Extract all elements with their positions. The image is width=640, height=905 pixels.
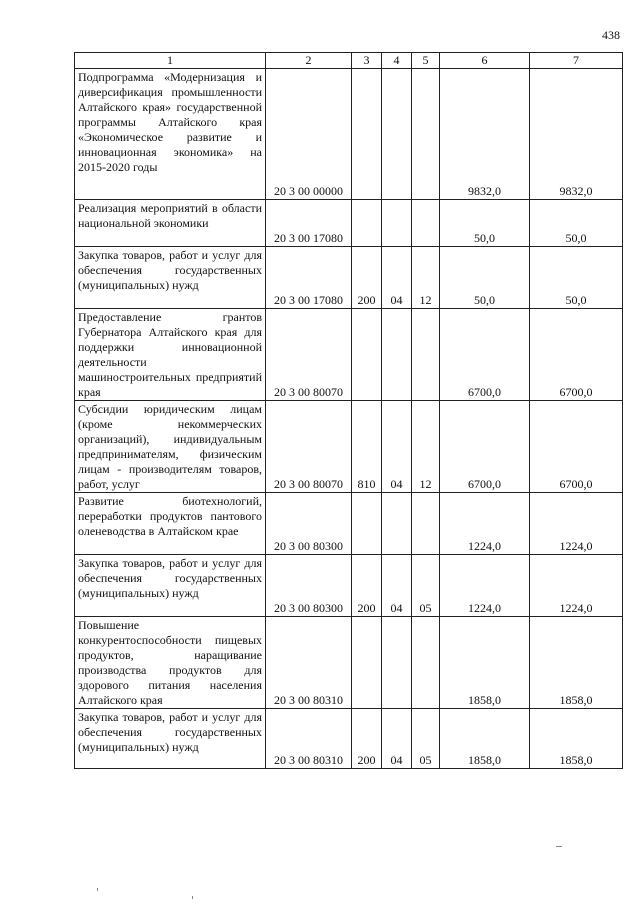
scan-speck xyxy=(97,888,98,891)
column-header: 1 xyxy=(75,53,266,69)
row-col5 xyxy=(412,617,440,709)
row-col3 xyxy=(352,200,382,247)
row-name: Развитие биотехнологий, переработки продуктов пантового оленеводства в Алтайском крае xyxy=(75,493,266,555)
row-col6: 1858,0 xyxy=(440,709,530,769)
table-row xyxy=(75,709,623,769)
row-col6: 1858,0 xyxy=(440,617,530,709)
row-code: 20 3 00 80070 xyxy=(266,401,352,493)
row-code: 20 3 00 80310 xyxy=(266,617,352,709)
row-col7: 9832,0 xyxy=(530,69,623,200)
row-name: Предоставление грантов Губернатора Алтайского края для поддержки инновационной деятельности машиностроительных предприятий края xyxy=(75,309,266,401)
row-col6: 6700,0 xyxy=(440,401,530,493)
row-col6: 6700,0 xyxy=(440,309,530,401)
row-col5 xyxy=(412,200,440,247)
row-col4: 04 xyxy=(382,709,412,769)
row-col7: 1858,0 xyxy=(530,617,623,709)
row-code: 20 3 00 80070 xyxy=(266,309,352,401)
row-col3: 200 xyxy=(352,709,382,769)
row-name: Реализация мероприятий в области национальной экономики xyxy=(75,200,266,247)
row-name: Повышение конкурентоспособности пищевых продуктов, наращивание производства продуктов для здорового питания населения Алтайского края xyxy=(75,617,266,709)
scan-speck xyxy=(556,846,562,847)
row-code: 20 3 00 80300 xyxy=(266,493,352,555)
row-col3: 810 xyxy=(352,401,382,493)
table-row xyxy=(75,401,623,493)
row-col6: 1224,0 xyxy=(440,555,530,617)
row-col6: 50,0 xyxy=(440,200,530,247)
row-col3 xyxy=(352,493,382,555)
row-col7: 1224,0 xyxy=(530,493,623,555)
row-name: Субсидии юридическим лицам (кроме некоммерческих организаций), индивидуальным предпринимателям, физическим лицам - производителям товаров, работ, услуг xyxy=(75,401,266,493)
column-header: 3 xyxy=(352,53,382,69)
table-row xyxy=(75,493,623,555)
row-col4 xyxy=(382,309,412,401)
row-col3 xyxy=(352,309,382,401)
row-col4 xyxy=(382,200,412,247)
row-col5: 05 xyxy=(412,709,440,769)
row-col4 xyxy=(382,617,412,709)
scan-speck xyxy=(192,896,193,899)
row-col4: 04 xyxy=(382,247,412,309)
row-code: 20 3 00 80310 xyxy=(266,709,352,769)
table-row xyxy=(75,309,623,401)
row-col4 xyxy=(382,69,412,200)
row-col5 xyxy=(412,309,440,401)
row-col7: 1224,0 xyxy=(530,555,623,617)
row-col7: 6700,0 xyxy=(530,401,623,493)
page-number: 438 xyxy=(602,28,620,42)
row-name: Подпрограмма «Модернизация и диверсификация промышленности Алтайского края» государственной программы Алтайского края «Экономическое развитие и инновационная экономика» на 2015-2020 годы xyxy=(75,69,266,200)
table-row xyxy=(75,200,623,247)
row-col3: 200 xyxy=(352,555,382,617)
row-col4: 04 xyxy=(382,401,412,493)
row-name: Закупка товаров, работ и услуг для обеспечения государственных (муниципальных) нужд xyxy=(75,247,266,309)
row-col5: 12 xyxy=(412,247,440,309)
row-col3 xyxy=(352,69,382,200)
row-col5: 12 xyxy=(412,401,440,493)
column-header: 2 xyxy=(266,53,352,69)
row-col6: 50,0 xyxy=(440,247,530,309)
row-col5: 05 xyxy=(412,555,440,617)
row-col7: 1858,0 xyxy=(530,709,623,769)
table-row xyxy=(75,69,623,200)
budget-table xyxy=(74,52,623,769)
column-header: 5 xyxy=(412,53,440,69)
row-col7: 50,0 xyxy=(530,200,623,247)
row-col4: 04 xyxy=(382,555,412,617)
table-row xyxy=(75,617,623,709)
row-code: 20 3 00 17080 xyxy=(266,247,352,309)
row-col3: 200 xyxy=(352,247,382,309)
column-header: 7 xyxy=(530,53,623,69)
row-code: 20 3 00 80300 xyxy=(266,555,352,617)
row-col6: 9832,0 xyxy=(440,69,530,200)
row-col5 xyxy=(412,69,440,200)
column-header: 6 xyxy=(440,53,530,69)
table-header-row xyxy=(75,53,623,69)
row-name: Закупка товаров, работ и услуг для обеспечения государственных (муниципальных) нужд xyxy=(75,555,266,617)
row-code: 20 3 00 00000 xyxy=(266,69,352,200)
row-col3 xyxy=(352,617,382,709)
table-row xyxy=(75,247,623,309)
row-col4 xyxy=(382,493,412,555)
row-col6: 1224,0 xyxy=(440,493,530,555)
row-code: 20 3 00 17080 xyxy=(266,200,352,247)
row-col7: 6700,0 xyxy=(530,309,623,401)
row-col5 xyxy=(412,493,440,555)
table-row xyxy=(75,555,623,617)
row-col7: 50,0 xyxy=(530,247,623,309)
row-name: Закупка товаров, работ и услуг для обеспечения государственных (муниципальных) нужд xyxy=(75,709,266,769)
column-header: 4 xyxy=(382,53,412,69)
